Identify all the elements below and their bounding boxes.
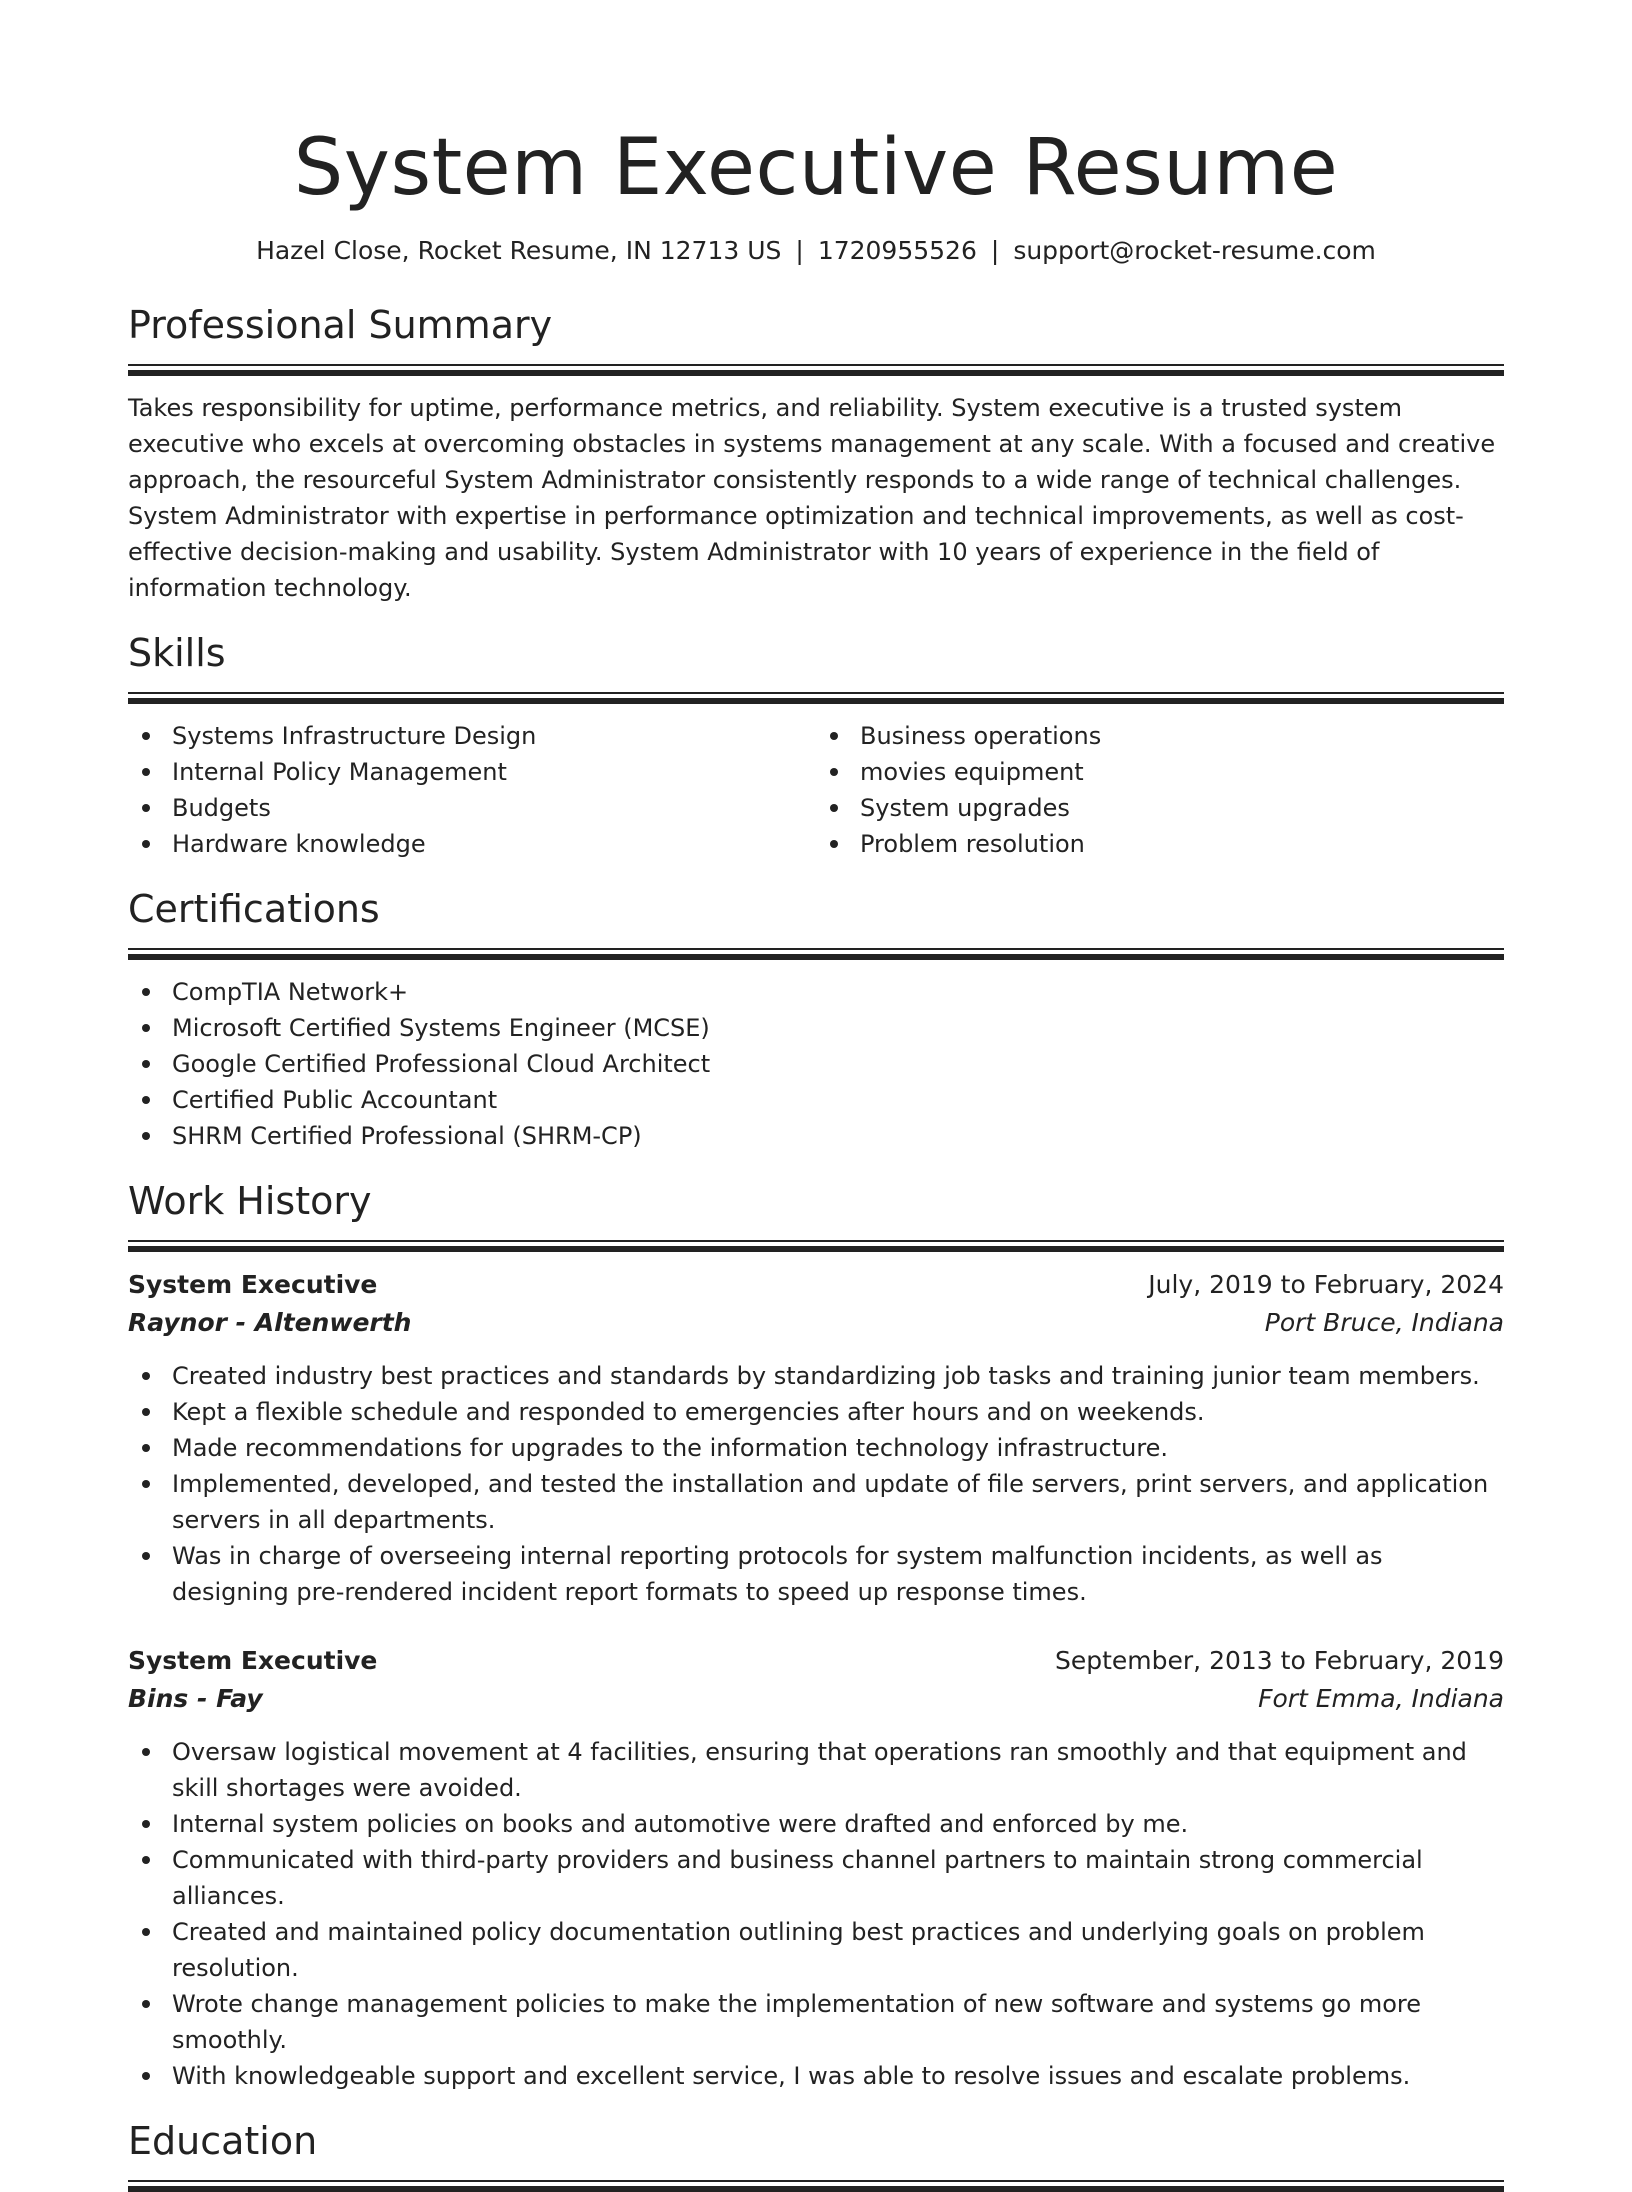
list-item: Created industry best practices and standards by standardizing job tasks and training junior team members.: [128, 1358, 1504, 1394]
list-item: Systems Infrastructure Design: [128, 718, 816, 754]
job-header-row: [128, 1642, 1504, 1680]
list-item: Was in charge of overseeing internal reporting protocols for system malfunction incidents, as well as designing pre-rendered incident report formats to speed up response times.: [128, 1538, 1504, 1610]
contact-phone: 1720955526: [817, 236, 977, 265]
job-entry: [128, 1266, 1504, 1610]
list-item: Made recommendations for upgrades to the information technology infrastructure.: [128, 1430, 1504, 1466]
section-rule: [128, 692, 1504, 704]
job-location: Fort Emma, Indiana: [1258, 1684, 1504, 1713]
list-item: Budgets: [128, 790, 816, 826]
job-header-row: [128, 1266, 1504, 1304]
contact-line: [128, 234, 1504, 268]
list-item: Kept a flexible schedule and responded to emergencies after hours and on weekends.: [128, 1394, 1504, 1430]
job-entry: [128, 1642, 1504, 2094]
job-company: Raynor - Altenwerth: [128, 1308, 412, 1337]
list-item: CompTIA Network+: [128, 974, 1504, 1010]
section-heading-work-history: Work History: [128, 1179, 372, 1223]
skills-list-right: [816, 718, 1504, 862]
contact-email: support@rocket-resume.com: [1013, 236, 1376, 265]
list-item: Problem resolution: [816, 826, 1504, 862]
certifications-list: [128, 974, 1504, 1154]
list-item: Implemented, developed, and tested the installation and update of file servers, print servers, and application servers in all departments.: [128, 1466, 1504, 1538]
job-company: Bins - Fay: [128, 1684, 263, 1713]
list-item: Internal Policy Management: [128, 754, 816, 790]
section-heading-education: Education: [128, 2119, 318, 2163]
list-item: Hardware knowledge: [128, 826, 816, 862]
section-rule: [128, 948, 1504, 960]
summary-text: Takes responsibility for uptime, performance metrics, and reliability. System executive is a trusted system executive who excels at overcoming obstacles in systems management at any scale. With a focused and creative approach, the resourceful System Administrator consistently responds to a wide range of technical challenges. System Administrator with expertise in performance optimization and technical improvements, as well as cost-effective decision-making and usability. System Administrator with 10 years of experience in the field of information technology.: [128, 394, 1496, 602]
contact-separator: |: [795, 236, 804, 265]
contact-separator: |: [990, 236, 1000, 265]
summary-section: [128, 300, 1504, 606]
skills-grid: [128, 718, 1504, 862]
list-item: Certified Public Accountant: [128, 1082, 1504, 1118]
resume-title: System Executive Resume: [293, 123, 1339, 213]
work-history-section: [128, 1176, 1504, 2094]
list-item: Communicated with third-party providers and business channel partners to maintain strong commercial alliances.: [128, 1842, 1504, 1914]
skills-section: [128, 628, 1504, 862]
list-item: Oversaw logistical movement at 4 facilities, ensuring that operations ran smoothly and that equipment and skill shortages were avoided.: [128, 1734, 1504, 1806]
job-duties-list: [128, 1734, 1504, 2094]
job-company-row: [128, 1680, 1504, 1718]
section-rule: [128, 364, 1504, 376]
job-title: System Executive: [128, 1646, 378, 1675]
section-heading-summary: Professional Summary: [128, 303, 553, 347]
job-dates: July, 2019 to February, 2024: [1148, 1270, 1504, 1299]
list-item: System upgrades: [816, 790, 1504, 826]
contact-address: Hazel Close, Rocket Resume, IN 12713 US: [256, 236, 782, 265]
list-item: SHRM Certified Professional (SHRM-CP): [128, 1118, 1504, 1154]
certifications-section: [128, 884, 1504, 1154]
skills-list-left: [128, 718, 816, 862]
list-item: Business operations: [816, 718, 1504, 754]
job-location: Port Bruce, Indiana: [1264, 1308, 1504, 1337]
section-heading-certifications: Certifications: [128, 887, 380, 931]
section-rule: [128, 1240, 1504, 1252]
job-title: System Executive: [128, 1270, 378, 1299]
list-item: Google Certified Professional Cloud Architect: [128, 1046, 1504, 1082]
list-item: Created and maintained policy documentation outlining best practices and underlying goals on problem resolution.: [128, 1914, 1504, 1986]
list-item: Internal system policies on books and automotive were drafted and enforced by me.: [128, 1806, 1504, 1842]
job-company-row: [128, 1304, 1504, 1342]
section-rule: [128, 2180, 1504, 2192]
list-item: movies equipment: [816, 754, 1504, 790]
resume-page: [128, 0, 1504, 2192]
list-item: With knowledgeable support and excellent service, I was able to resolve issues and escalate problems.: [128, 2058, 1504, 2094]
list-item: Microsoft Certified Systems Engineer (MCSE): [128, 1010, 1504, 1046]
job-dates: September, 2013 to February, 2019: [1055, 1646, 1504, 1675]
list-item: Wrote change management policies to make the implementation of new software and systems go more smoothly.: [128, 1986, 1504, 2058]
job-duties-list: [128, 1358, 1504, 1610]
education-section: [128, 2116, 1504, 2192]
section-heading-skills: Skills: [128, 631, 226, 675]
